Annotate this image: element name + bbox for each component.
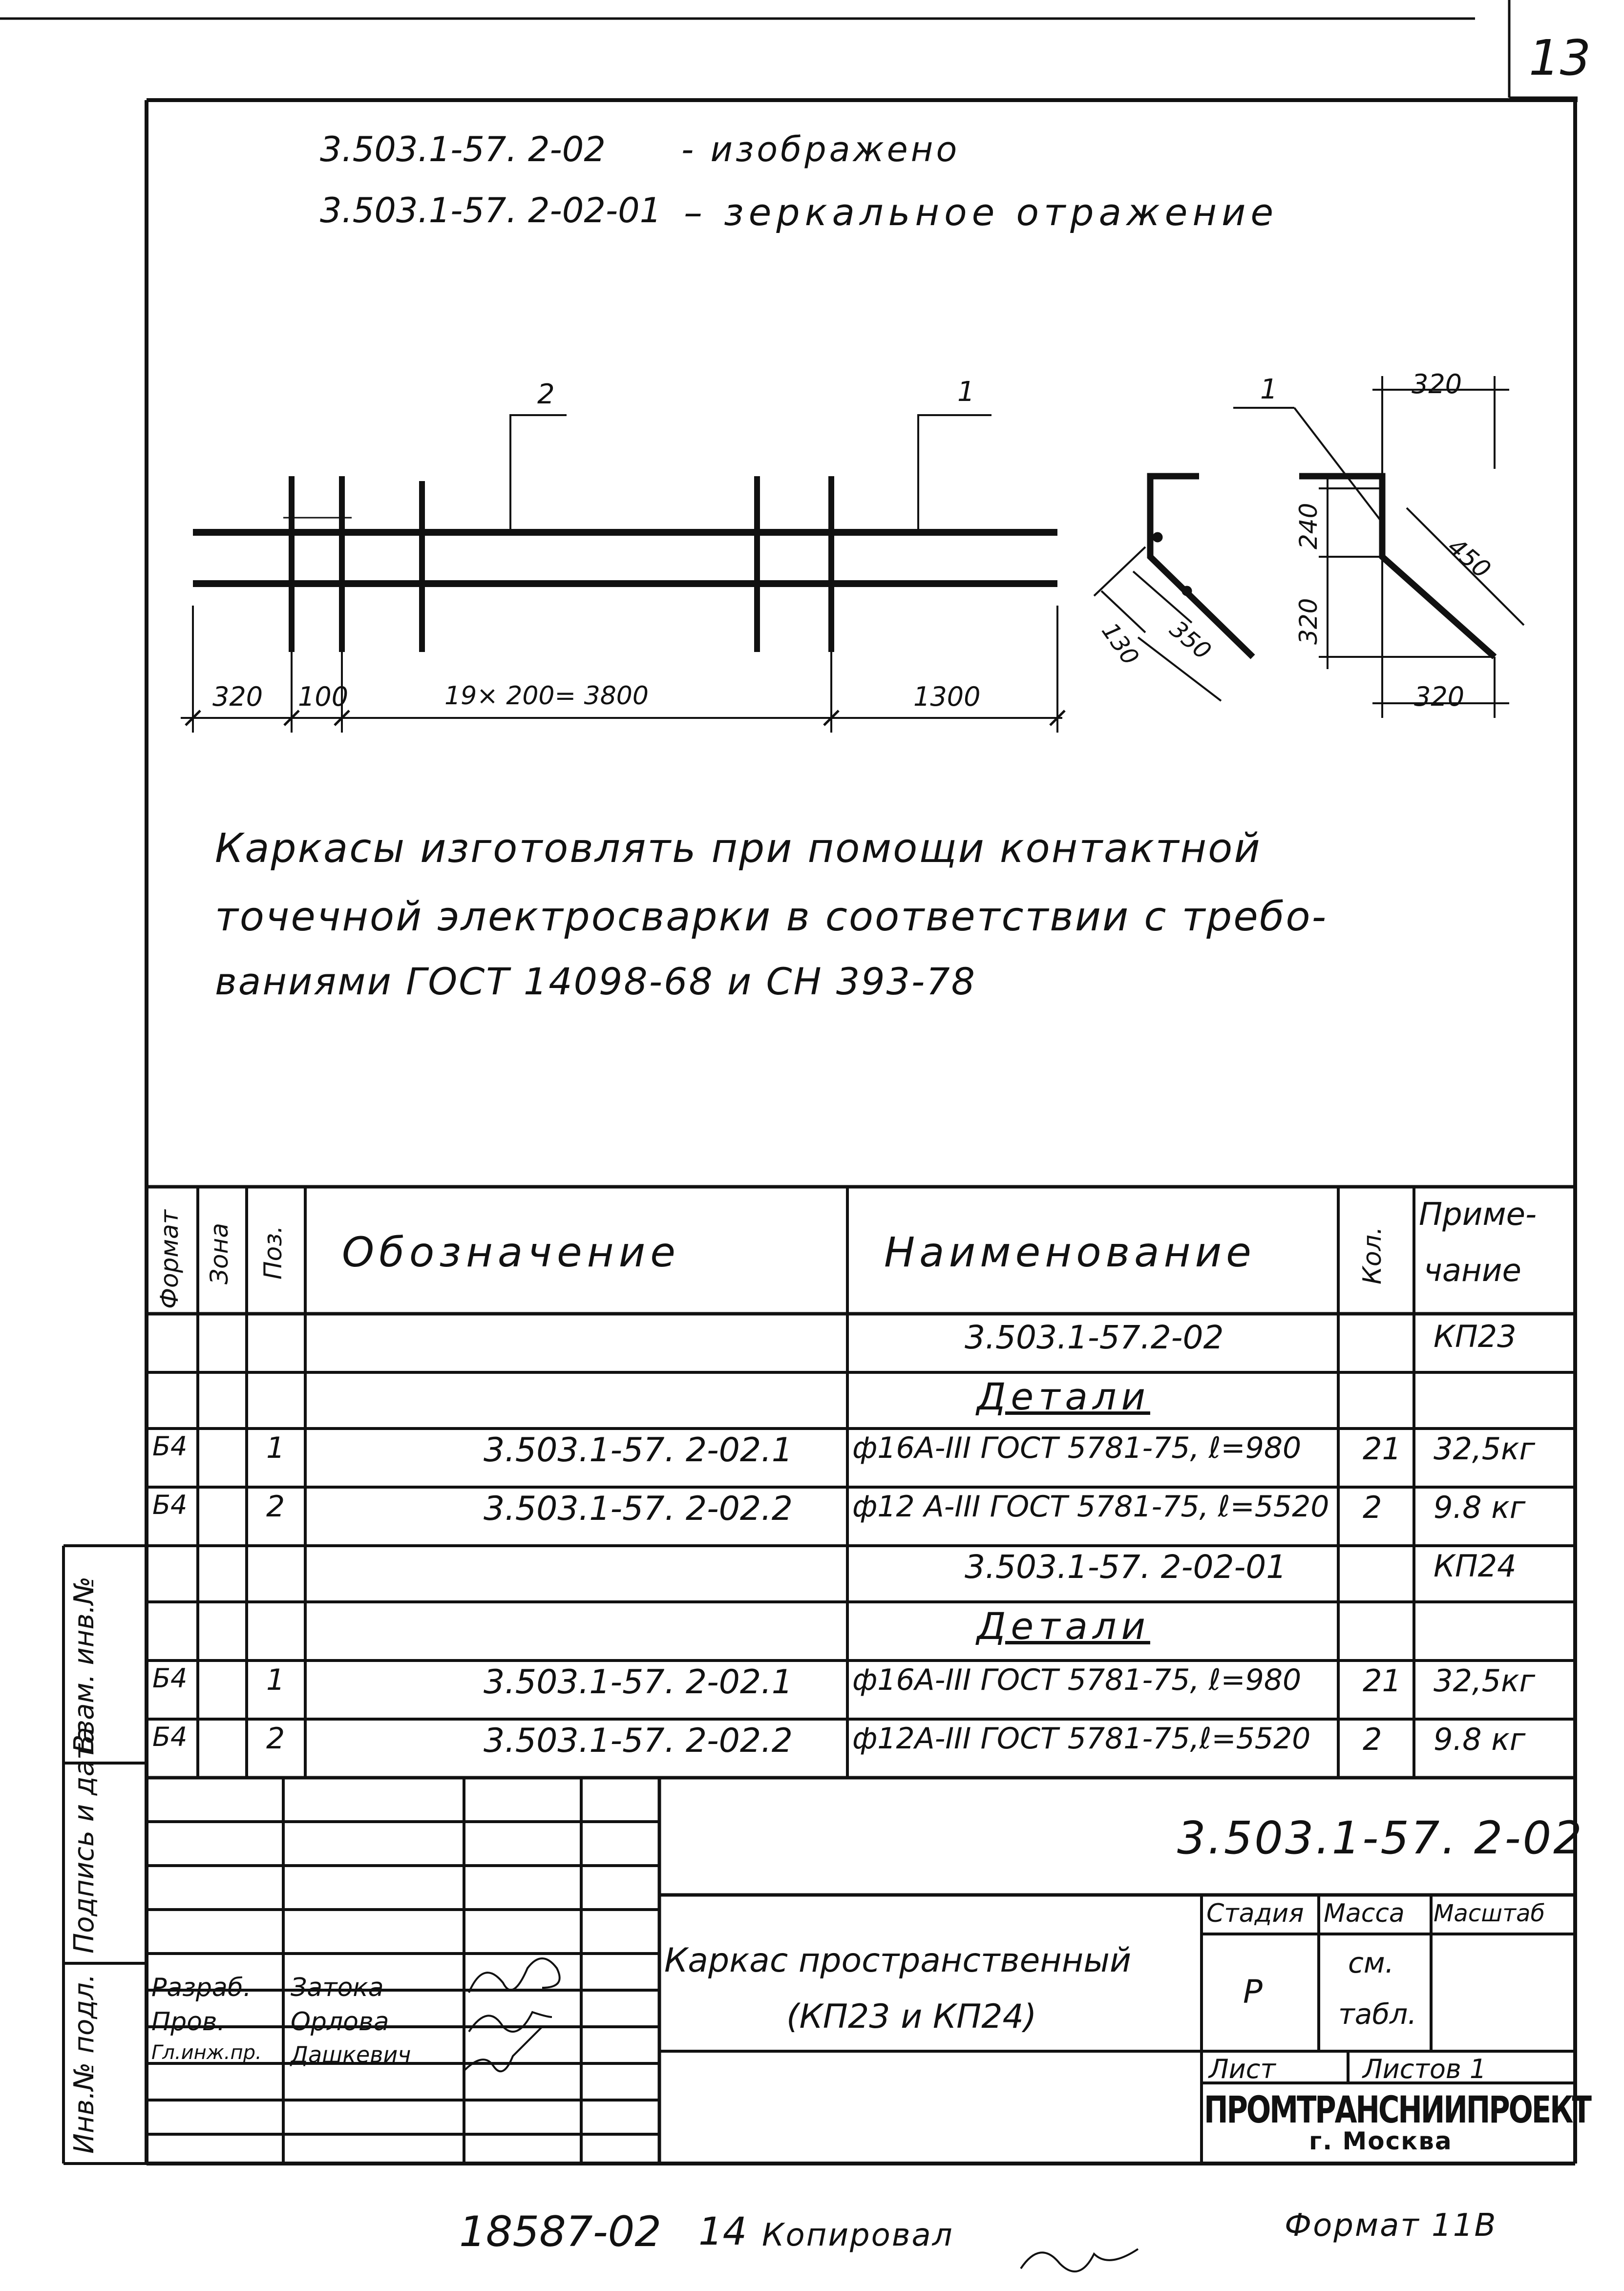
spec-cell-format: Б4: [152, 1490, 188, 1520]
spec-cell-note: 32,5кг: [1434, 1663, 1536, 1699]
dim-240: 240: [1294, 503, 1323, 549]
sheets-label: Листов 1: [1363, 2054, 1487, 2084]
org-city: г. Москва: [1309, 2127, 1453, 2155]
spec-cell-pos: 1: [266, 1431, 285, 1465]
spec-cell-designation: 3.503.1-57. 2-02.2: [484, 1490, 793, 1528]
spec-cell-note: КП24: [1434, 1548, 1517, 1584]
header-name: Наименование: [884, 1228, 1256, 1276]
spec-cell-format: Б4: [152, 1722, 188, 1752]
side-label-podpis: Подпись и дата: [68, 1727, 100, 1954]
spec-cell-qty: 21: [1363, 1663, 1401, 1699]
stage-value: Р: [1243, 1973, 1263, 2011]
signer-name: Затока: [291, 1973, 384, 2002]
spec-cell-designation: 3.503.1-57. 2-02.2: [484, 1722, 793, 1760]
spec-cell-name: Детали: [977, 1375, 1150, 1418]
header-line2-text: – зеркальное отражение: [684, 190, 1279, 234]
footer-copied: Копировал: [762, 2217, 954, 2253]
spec-cell-format: Б4: [152, 1431, 188, 1462]
signer-name: Дашкевич: [291, 2041, 411, 2068]
header-line2-code: 3.503.1-57. 2-02-01: [320, 190, 662, 231]
spec-cell-note: 9.8 кг: [1434, 1490, 1526, 1525]
doc-code: 3.503.1-57. 2-02: [1177, 1812, 1584, 1864]
spec-cell-pos: 2: [266, 1490, 285, 1524]
dim-1300: 1300: [913, 681, 981, 712]
note-line3: ваниями ГОСТ 14098-68 и СН 393-78: [215, 960, 977, 1003]
header-format: Формат: [155, 1210, 184, 1309]
dim-350: 350: [1164, 615, 1217, 665]
leader-label-2: 2: [537, 378, 555, 410]
footer-signature: [1021, 2249, 1138, 2271]
spec-cell-name: Детали: [977, 1604, 1150, 1648]
spec-cell-designation: 3.503.1-57. 2-02.1: [484, 1431, 793, 1470]
spec-cell-name: ф12 А-III ГОСТ 5781-75, ℓ=5520: [852, 1490, 1329, 1524]
mass-value-line2: табл.: [1338, 1997, 1417, 2031]
spec-cell-pos: 2: [266, 1722, 285, 1756]
dim-130: 130: [1096, 618, 1144, 671]
spec-cell-note: КП23: [1434, 1319, 1517, 1354]
spec-cell-note: 9.8 кг: [1434, 1722, 1526, 1757]
org-name: ПРОМТРАНСНИИПРОЕКТ: [1204, 2088, 1590, 2131]
spec-cell-qty: 2: [1363, 1722, 1382, 1757]
mass-label: Масса: [1324, 1899, 1405, 1928]
header-line1-text: - изображено: [681, 129, 960, 169]
footer-inventory: 18587-02: [459, 2207, 662, 2256]
spec-cell-qty: 2: [1363, 1490, 1382, 1525]
side-label-inv-podl: Инв.№ подл.: [68, 1974, 100, 2154]
note-line1: Каркасы изготовлять при помощи контактной: [215, 825, 1262, 872]
dim-spacing: 19× 200= 3800: [444, 681, 649, 711]
side-label-vzam: Взам. инв.№: [68, 1576, 100, 1753]
dim-100: 100: [298, 681, 349, 712]
header-qty: Кол.: [1358, 1226, 1387, 1284]
dim-left-320: 320: [1294, 598, 1323, 645]
header-note-line1: Приме-: [1419, 1197, 1537, 1233]
spec-cell-qty: 21: [1363, 1431, 1401, 1467]
spec-cell-format: Б4: [152, 1663, 188, 1694]
header-line1-code: 3.503.1-57. 2-02: [320, 129, 606, 169]
scale-label: Масштаб: [1434, 1900, 1545, 1927]
cross-section-detail: [1233, 376, 1524, 718]
spec-cell-pos: 1: [266, 1663, 285, 1697]
dim-450: 450: [1442, 532, 1497, 584]
header-pos: Поз.: [259, 1225, 287, 1280]
spec-cell-designation: 3.503.1-57. 2-02.1: [484, 1663, 793, 1702]
stage-label: Стадия: [1206, 1899, 1304, 1928]
dim-320: 320: [212, 681, 263, 712]
signatures: [464, 1958, 560, 2071]
header-zone: Зона: [205, 1223, 233, 1284]
title-line1: Каркас пространственный: [664, 1941, 1132, 1980]
note-line2: точечной электросварки в соответствии с требо-: [215, 894, 1328, 940]
mass-value-line1: см.: [1348, 1946, 1394, 1979]
header-note-line2: чание: [1424, 1253, 1521, 1289]
spec-cell-name: 3.503.1-57. 2-02-01: [965, 1548, 1287, 1586]
spec-cell-name: 3.503.1-57.2-02: [965, 1319, 1224, 1356]
spec-cell-note: 32,5кг: [1434, 1431, 1536, 1467]
spec-cell-name: ф16А-III ГОСТ 5781-75, ℓ=980: [852, 1431, 1302, 1465]
bent-bar-detail: [1094, 476, 1253, 701]
sheet-number: 13: [1529, 29, 1591, 86]
dim-top-320: 320: [1412, 369, 1462, 399]
signer-role: Разраб.: [151, 1973, 252, 2002]
dim-bottom-320: 320: [1414, 681, 1465, 712]
signer-name: Орлова: [291, 2007, 389, 2037]
spec-cell-name: ф12А-III ГОСТ 5781-75,ℓ=5520: [852, 1722, 1311, 1756]
sheet-label: Лист: [1209, 2054, 1276, 2084]
signer-role: Пров.: [151, 2007, 226, 2037]
header-designation: Обозначение: [342, 1228, 680, 1276]
footer-format: Формат 11В: [1285, 2207, 1497, 2244]
title-line2: (КП23 и КП24): [786, 1997, 1037, 2036]
spec-cell-name: ф16А-III ГОСТ 5781-75, ℓ=980: [852, 1663, 1302, 1697]
leader-label-1-right: 1: [1260, 374, 1278, 405]
leader-label-1: 1: [957, 376, 975, 408]
signer-role: Гл.инж.пр.: [151, 2041, 262, 2064]
footer-page: 14: [698, 2210, 747, 2254]
